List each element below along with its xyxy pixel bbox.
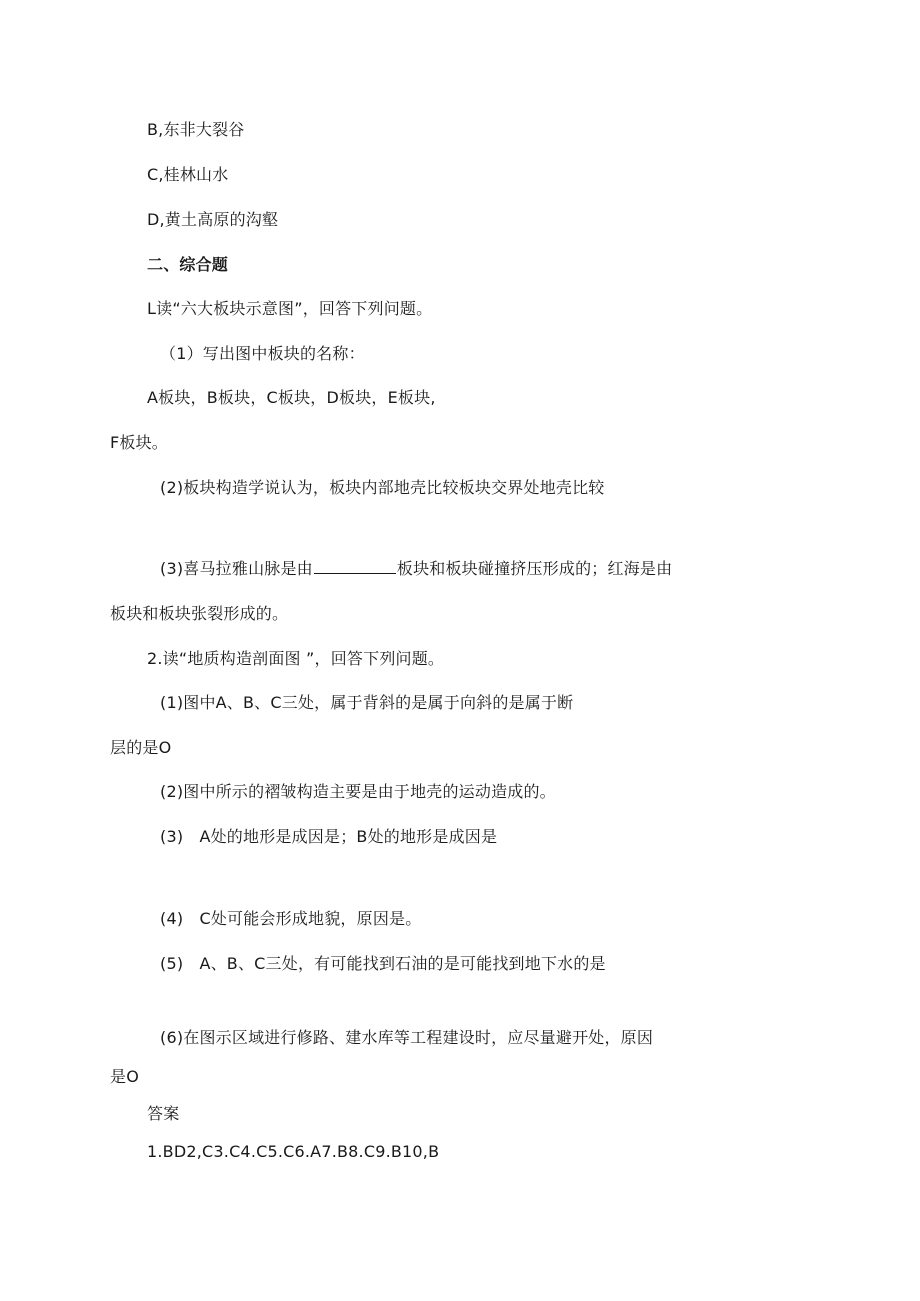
q2-sub1-line2: 层的是O [110, 738, 172, 757]
q2-stem: 2.读“地质构造剖面图 ”，回答下列问题。 [147, 649, 445, 668]
answer-blank [314, 558, 396, 574]
q1-sub1-line1: A板块，B板块，C板块，D板块，E板块, [147, 388, 436, 407]
q2-sub2: (2)图中所示的褶皱构造主要是由于地壳的运动造成的。 [160, 782, 556, 801]
q2-sub5: (5) A、B、C三处，有可能找到石油的是可能找到地下水的是 [160, 954, 606, 973]
answers-line: 1.BD2,C3.C4.C5.C6.A7.B8.C9.B10,B [147, 1142, 440, 1161]
option-b: B,东非大裂谷 [147, 120, 245, 139]
answers-title: 答案 [147, 1104, 180, 1123]
q1-sub3 [160, 558, 672, 580]
q2-sub6-line2: 是O [110, 1067, 139, 1086]
q1-sub3-line2: 板块和板块张裂形成的。 [110, 604, 289, 623]
q1-sub1-line2: F板块。 [110, 433, 169, 452]
q2-sub1-line1: (1)图中A、B、C三处，属于背斜的是属于向斜的是属于断 [160, 693, 574, 712]
q2-sub4: (4) C处可能会形成地貌，原因是。 [160, 909, 422, 928]
q1-sub1: （1）写出图中板块的名称： [160, 344, 365, 363]
section-title: 二、综合题 [147, 255, 229, 274]
option-c: C,桂林山水 [147, 165, 229, 184]
q2-sub3: (3) A处的地形是成因是；B处的地形是成因是 [160, 827, 498, 846]
q1-sub3-part-b: 板块和板块碰撞挤压形成的；红海是由 [396, 559, 673, 578]
q1-sub3-part-a: (3)喜马拉雅山脉是由 [160, 559, 313, 578]
q1-stem: L读“六大板块示意图”，回答下列问题。 [147, 299, 433, 318]
option-d: D,黄土高原的沟壑 [147, 210, 279, 229]
q1-sub2: (2)板块构造学说认为，板块内部地壳比较板块交界处地壳比较 [160, 478, 605, 497]
q2-sub6-line1: (6)在图示区域进行修路、建水库等工程建设时，应尽量避开处，原因 [160, 1028, 654, 1047]
